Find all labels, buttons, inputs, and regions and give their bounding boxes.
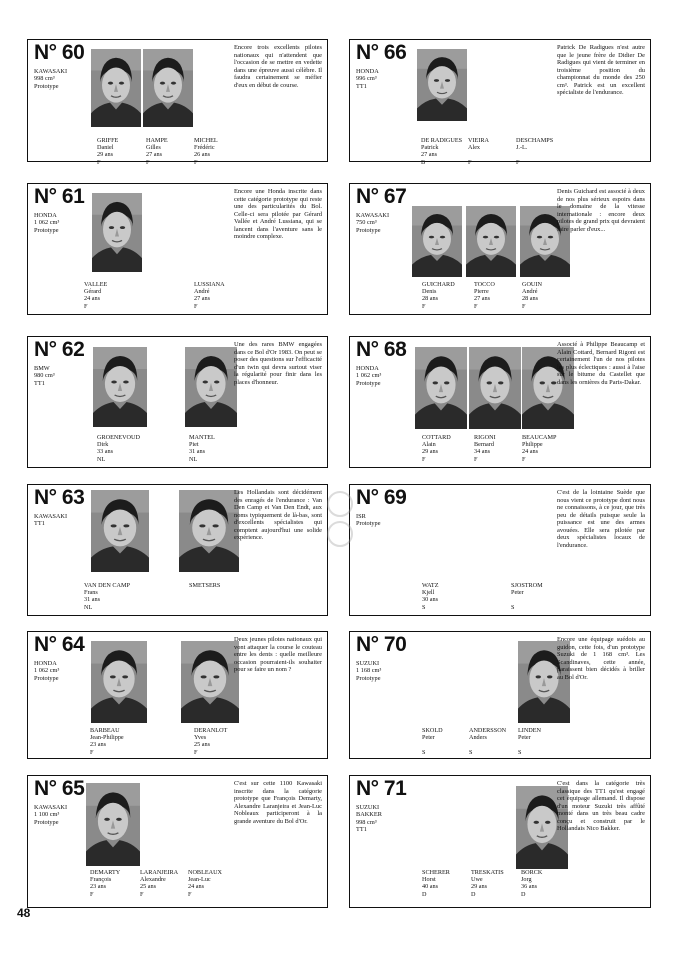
rider-info <box>140 869 178 898</box>
bike-info-line: HONDA <box>356 365 379 372</box>
rider-age <box>422 741 443 748</box>
team-description: Associé à Philippe Beaucamp et Alain Cottard, Bernard Rigoni est certainement l'un de nos pilotes les plus éclectiques : aussi à l'aise sur le bitume du Castellet que dans les ornières du Paris-Dakar. <box>557 341 645 386</box>
rider-age: 29 ans <box>422 448 438 456</box>
bike-info-line: TT1 <box>356 826 367 834</box>
team-card <box>349 336 651 468</box>
rider-last-name: DESCHAMPS <box>516 137 554 144</box>
bike-info-line: KAWASAKI <box>356 212 390 219</box>
rider-age: 30 ans <box>422 596 438 604</box>
team-number: N° 71 <box>356 777 407 800</box>
bike-info-line: Prototype <box>34 818 59 826</box>
rider-nationality: S <box>422 603 426 611</box>
team-description: Encore une équipage suédois au guidon, cette fois, d'un prototype Suzuki de 1 168 cm³. Les Scandinaves, cette année, paraissent bien décidés à briller au Bol d'Or. <box>557 636 645 681</box>
bike-info <box>356 68 379 90</box>
rider-last-name: SJOSTROM <box>511 582 543 589</box>
rider-info <box>84 582 130 611</box>
rider-first-name: Frédéric <box>194 144 215 152</box>
rider-age: 27 ans <box>474 295 490 303</box>
bike-info-line: HONDA <box>356 68 379 75</box>
rider-last-name: HAMPE <box>146 137 168 144</box>
bike-info-line: 1 062 cm³ <box>356 372 382 380</box>
rider-first-name: Daniel <box>97 144 114 152</box>
rider-info <box>469 727 506 756</box>
rider-age: 23 ans <box>90 741 106 749</box>
team-number: N° 66 <box>356 41 407 64</box>
rider-info <box>97 434 140 463</box>
rider-nationality: F <box>194 748 198 756</box>
rider-age: 23 ans <box>90 883 106 891</box>
rider-last-name: GRIFFE <box>97 137 119 144</box>
rider-age <box>518 741 541 748</box>
rider-nationality: F <box>90 890 94 898</box>
rider-last-name: DE RADIGUES <box>421 137 463 144</box>
rider-first-name: Patrick <box>421 144 439 152</box>
rider-nationality: F <box>474 455 478 463</box>
rider-last-name: BARBEAU <box>90 727 120 734</box>
rider-info <box>188 869 222 898</box>
bike-info <box>34 513 67 528</box>
bike-info-line: 980 cm³ <box>34 372 55 380</box>
rider-last-name: SMETSERS <box>189 582 221 589</box>
bike-info <box>34 68 67 90</box>
team-card <box>349 39 651 166</box>
bike-info <box>34 365 55 387</box>
rider-portrait <box>91 49 141 127</box>
rider-last-name: VAN DEN CAMP <box>84 582 130 589</box>
bike-info-line: Prototype <box>356 226 381 234</box>
bike-info-line: 998 cm³ <box>34 75 55 83</box>
rider-first-name: Gilles <box>146 144 161 152</box>
bike-info-line: KAWASAKI <box>34 513 68 520</box>
rider-last-name: GUICHARD <box>422 281 455 288</box>
rider-nationality: F <box>194 158 198 166</box>
bike-info <box>356 804 382 834</box>
rider-first-name: Alex <box>468 144 481 152</box>
rider-first-name: Jorg <box>521 876 532 884</box>
rider-age <box>511 596 543 603</box>
rider-portrait <box>91 641 147 723</box>
rider-nationality <box>189 604 220 611</box>
bike-info-line: KAWASAKI <box>34 804 68 811</box>
bike-info-line: SUZUKI <box>356 804 380 811</box>
rider-info <box>189 582 220 611</box>
rider-last-name: VALLEE <box>84 281 108 288</box>
rider-last-name: BORCK <box>521 869 543 876</box>
rider-first-name: Philippe <box>522 441 543 449</box>
team-description: C'est de la lointaine Suède que nous vient ce prototype dont nous ne connaissons, à ce jour, que très peu de détails puisque seule la puissance est une des armes avouées. Elle sera pilotée par deux spécialistes locaux de l'endurance. <box>557 489 645 549</box>
rider-nationality: F <box>140 890 144 898</box>
rider-age <box>468 151 489 158</box>
bike-info-line: Prototype <box>34 226 59 234</box>
rider-first-name: Peter <box>518 734 531 742</box>
rider-info <box>421 137 462 166</box>
rider-last-name: VIEIRA <box>468 137 489 144</box>
rider-info <box>471 869 504 898</box>
team-card <box>349 183 651 315</box>
team-description: Une des rares BMW engagées dans ce Bol d'Or 1983. On peut se poser des questions sur l'efficacité d'un twin qui devra surtout viser la régularité pour finir dans les places d'honneur. <box>234 341 322 386</box>
bike-info-line: BMW <box>34 365 50 372</box>
bike-info-line: HONDA <box>34 212 57 219</box>
rider-portrait <box>93 347 147 427</box>
rider-age <box>469 741 506 748</box>
bike-info-line: Prototype <box>34 674 59 682</box>
rider-first-name: François <box>90 876 112 884</box>
rider-last-name: GROENEVOUD <box>97 434 140 441</box>
rider-first-name: Uwe <box>471 876 483 884</box>
team-card <box>349 631 651 759</box>
rider-nationality: D <box>521 890 526 898</box>
rider-first-name: Piet <box>189 441 199 449</box>
team-card <box>27 775 328 908</box>
rider-info <box>422 869 450 898</box>
rider-portrait <box>185 347 237 427</box>
team-number: N° 69 <box>356 486 407 509</box>
team-number: N° 68 <box>356 338 407 361</box>
bike-info-line: 1 062 cm³ <box>34 667 60 675</box>
bike-info-line: 1 062 cm³ <box>34 219 60 227</box>
rider-portrait <box>412 206 462 277</box>
rider-age: 31 ans <box>189 448 205 456</box>
rider-age: 24 ans <box>522 448 538 456</box>
rider-last-name: TOCCO <box>474 281 495 288</box>
rider-first-name: André <box>194 288 210 296</box>
team-number: N° 65 <box>34 777 85 800</box>
rider-info <box>516 137 553 166</box>
rider-portrait <box>417 49 467 121</box>
bike-info <box>356 365 381 387</box>
rider-first-name: Alexandre <box>140 876 166 884</box>
bike-info-line: Prototype <box>34 82 59 90</box>
rider-age: 34 ans <box>474 448 490 456</box>
rider-portrait <box>143 49 193 127</box>
rider-nationality: D <box>471 890 476 898</box>
team-description: Denis Guichard est associé à deux de nos plus sérieux espoirs dans le domaine de la vitesse internationale : encore deux pilotes de grand prix qui devraient faire parler d'eux... <box>557 188 645 233</box>
bike-info-line: 998 cm³ <box>356 818 377 826</box>
rider-nationality: NL <box>84 603 93 611</box>
bike-info-line: 750 cm³ <box>356 219 377 227</box>
bike-info <box>34 660 59 682</box>
team-card <box>27 336 328 468</box>
team-number: N° 61 <box>34 185 85 208</box>
rider-last-name: SCHERER <box>422 869 450 876</box>
rider-portrait <box>86 783 140 866</box>
rider-portrait <box>91 490 149 572</box>
bike-info-line: TT1 <box>34 520 45 528</box>
team-description: Encore une Honda inscrite dans cette catégorie prototype qui reste une des particularités du Bol. Celle-ci sera pilotée par Gérard Vallée et André Lussiana, qui se lancent dans l'aventure sans le moindre complexe. <box>234 188 322 241</box>
rider-nationality: NL <box>189 455 198 463</box>
rider-nationality: S <box>518 748 522 756</box>
rider-info <box>97 137 118 166</box>
team-description: Encore trois excellents pilotes nationaux qui n'attendent que l'occasion de se mettre en vedette dans une épreuve aussi célèbre. Il faudra certainement se méfier d'eux en début de course. <box>234 44 322 89</box>
watermark-logo-icon <box>318 488 362 552</box>
bike-info-line: Prototype <box>356 379 381 387</box>
rider-nationality: F <box>474 302 478 310</box>
rider-first-name: Jean-Luc <box>188 876 211 884</box>
rider-last-name: RIGONI <box>474 434 496 441</box>
bike-info-line: 1 168 cm³ <box>356 667 382 675</box>
rider-info <box>468 137 489 166</box>
rider-last-name: GOUIN <box>522 281 542 288</box>
rider-last-name: MANTEL <box>189 434 215 441</box>
rider-portrait <box>415 347 467 429</box>
team-card <box>27 183 328 315</box>
rider-first-name: Kjell <box>422 589 435 597</box>
rider-age: 29 ans <box>97 151 113 159</box>
bike-info <box>356 212 389 234</box>
rider-nationality: F <box>188 890 192 898</box>
rider-nationality: F <box>522 455 526 463</box>
team-number: N° 62 <box>34 338 85 361</box>
rider-first-name: Dirk <box>97 441 109 449</box>
rider-nationality: F <box>516 158 520 166</box>
bike-info-line: TT1 <box>34 379 45 387</box>
team-description: Patrick De Radigues n'est autre que le jeune frère de Didier De Radigues qui vient de terminer en troisième position du championnat du monde des 250 cm³. Patrick est un excellent spécialiste de l'endurance. <box>557 44 645 97</box>
rider-age: 40 ans <box>422 883 438 891</box>
rider-age: 25 ans <box>194 741 210 749</box>
bike-info-line: TT1 <box>356 82 367 90</box>
rider-age: 36 ans <box>521 883 537 891</box>
rider-info <box>422 434 451 463</box>
team-card <box>27 484 328 616</box>
rider-age: 29 ans <box>471 883 487 891</box>
team-card <box>349 775 651 908</box>
rider-info <box>422 582 439 611</box>
rider-info <box>518 727 541 756</box>
rider-last-name: COTTARD <box>422 434 451 441</box>
rider-age: 28 ans <box>522 295 538 303</box>
rider-last-name: ANDERSSON <box>469 727 507 734</box>
rider-nationality: F <box>97 158 101 166</box>
team-number: N° 67 <box>356 185 407 208</box>
bike-info-line: 996 cm³ <box>356 75 377 83</box>
rider-age <box>189 596 220 603</box>
page-number: 48 <box>17 906 31 920</box>
team-description: Les Hollandais sont décidément des enragés de l'endurance : Van Den Camp et Van Den Endt, aux noms typiquement de là-bas, sont d'excellents spécialistes qui comptent aujourd'hui une solide expérience. <box>234 489 322 542</box>
rider-info <box>194 727 227 756</box>
bike-info-line: KAWASAKI <box>34 68 68 75</box>
rider-first-name: Anders <box>469 734 487 742</box>
rider-nationality: D <box>422 890 427 898</box>
bike-info-line: Prototype <box>356 520 381 528</box>
bike-info-line: SUZUKI <box>356 660 380 667</box>
bike-info-line: ISR <box>356 513 366 520</box>
rider-nationality: F <box>194 302 198 310</box>
rider-first-name: Peter <box>422 734 435 742</box>
team-description: Deux jeunes pilotes nationaux qui vont attaquer la course le couteau entre les dents : quelle meilleure occasion pourraient-ils souhaiter pour se faire un nom ? <box>234 636 322 674</box>
rider-info <box>194 137 218 166</box>
rider-age: 28 ans <box>422 295 438 303</box>
rider-portrait <box>469 347 521 429</box>
team-number: N° 64 <box>34 633 85 656</box>
rider-first-name: Frans <box>84 589 98 597</box>
rider-nationality: F <box>468 158 472 166</box>
rider-info <box>474 434 496 463</box>
rider-age: 31 ans <box>84 596 100 604</box>
team-description: C'est dans la catégorie très classique des TT1 qu'est engagé cet équipage allemand. Il dispose d'un moteur Suzuki très affûté monté dans un très beau cadre conçu et construit par le Hollandais Nico Bakker. <box>557 780 645 833</box>
team-description: C'est sur cette 1100 Kawasaki inscrite dans la catégorie prototype que François Demarty, Alexandre Laranjeira et Jean-Luc Nobleaux participeront à la grande aventure du Bol d'Or. <box>234 780 322 825</box>
rider-nationality: F <box>146 158 150 166</box>
rider-info <box>194 281 225 310</box>
team-card <box>27 39 328 166</box>
rider-first-name: Bernard <box>474 441 494 449</box>
rider-last-name: BEAUCAMP <box>522 434 557 441</box>
rider-first-name <box>189 589 220 596</box>
team-number: N° 70 <box>356 633 407 656</box>
rider-first-name: Peter <box>511 589 524 597</box>
rider-last-name: WATZ <box>422 582 439 589</box>
rider-nationality: B <box>421 158 426 166</box>
rider-nationality: S <box>511 603 515 611</box>
rider-info <box>422 727 443 756</box>
team-card <box>349 484 651 616</box>
rider-first-name: Denis <box>422 288 437 296</box>
rider-info <box>84 281 107 310</box>
bike-info-line: 1 100 cm³ <box>34 811 60 819</box>
team-number: N° 60 <box>34 41 85 64</box>
rider-last-name: NOBLEAUX <box>188 869 223 876</box>
rider-info <box>521 869 542 898</box>
rider-info <box>90 869 120 898</box>
rider-nationality: NL <box>97 455 106 463</box>
rider-nationality: F <box>422 302 426 310</box>
rider-portrait <box>466 206 516 277</box>
rider-age <box>516 151 553 158</box>
rider-portrait <box>181 641 239 723</box>
rider-nationality: S <box>469 748 473 756</box>
rider-portrait <box>179 490 239 572</box>
rider-info <box>146 137 168 166</box>
rider-info <box>474 281 495 310</box>
rider-last-name: LARANJEIRA <box>140 869 179 876</box>
rider-last-name: SKOLD <box>422 727 443 734</box>
rider-info <box>522 434 556 463</box>
bike-info-line: BAKKER <box>356 811 382 819</box>
rider-last-name: LINDEN <box>518 727 542 734</box>
rider-info <box>511 582 543 611</box>
rider-age: 25 ans <box>140 883 156 891</box>
bike-info <box>356 660 381 682</box>
rider-first-name: J.-L. <box>516 144 528 152</box>
team-number: N° 63 <box>34 486 85 509</box>
rider-nationality: F <box>90 748 94 756</box>
rider-first-name: Horst <box>422 876 436 884</box>
rider-age: 24 ans <box>84 295 100 303</box>
rider-nationality: F <box>522 302 526 310</box>
rider-last-name: DERANLOT <box>194 727 228 734</box>
rider-first-name: Jean-Philippe <box>90 734 124 742</box>
rider-nationality: F <box>422 455 426 463</box>
rider-last-name: MICHEL <box>194 137 218 144</box>
rider-last-name: DEMARTY <box>90 869 121 876</box>
rider-nationality: F <box>84 302 88 310</box>
rider-info <box>522 281 542 310</box>
rider-age: 24 ans <box>188 883 204 891</box>
bike-info <box>34 804 67 826</box>
rider-first-name: Gérard <box>84 288 102 296</box>
rider-first-name: Pierre <box>474 288 489 296</box>
rider-age: 26 ans <box>194 151 210 159</box>
rider-info <box>422 281 455 310</box>
rider-last-name: TRESKATIS <box>471 869 504 876</box>
bike-info-line: Prototype <box>356 674 381 682</box>
rider-nationality: S <box>422 748 426 756</box>
team-card <box>27 631 328 759</box>
rider-info <box>189 434 215 463</box>
rider-age: 33 ans <box>97 448 113 456</box>
bike-info <box>34 212 59 234</box>
rider-first-name: Alain <box>422 441 436 449</box>
bike-info-line: HONDA <box>34 660 57 667</box>
rider-age: 27 ans <box>421 151 437 159</box>
rider-age: 27 ans <box>146 151 162 159</box>
rider-portrait <box>92 193 142 272</box>
rider-info <box>90 727 124 756</box>
rider-age: 27 ans <box>194 295 210 303</box>
rider-first-name: André <box>522 288 538 296</box>
rider-last-name: LUSSIANA <box>194 281 225 288</box>
rider-first-name: Yves <box>194 734 207 742</box>
